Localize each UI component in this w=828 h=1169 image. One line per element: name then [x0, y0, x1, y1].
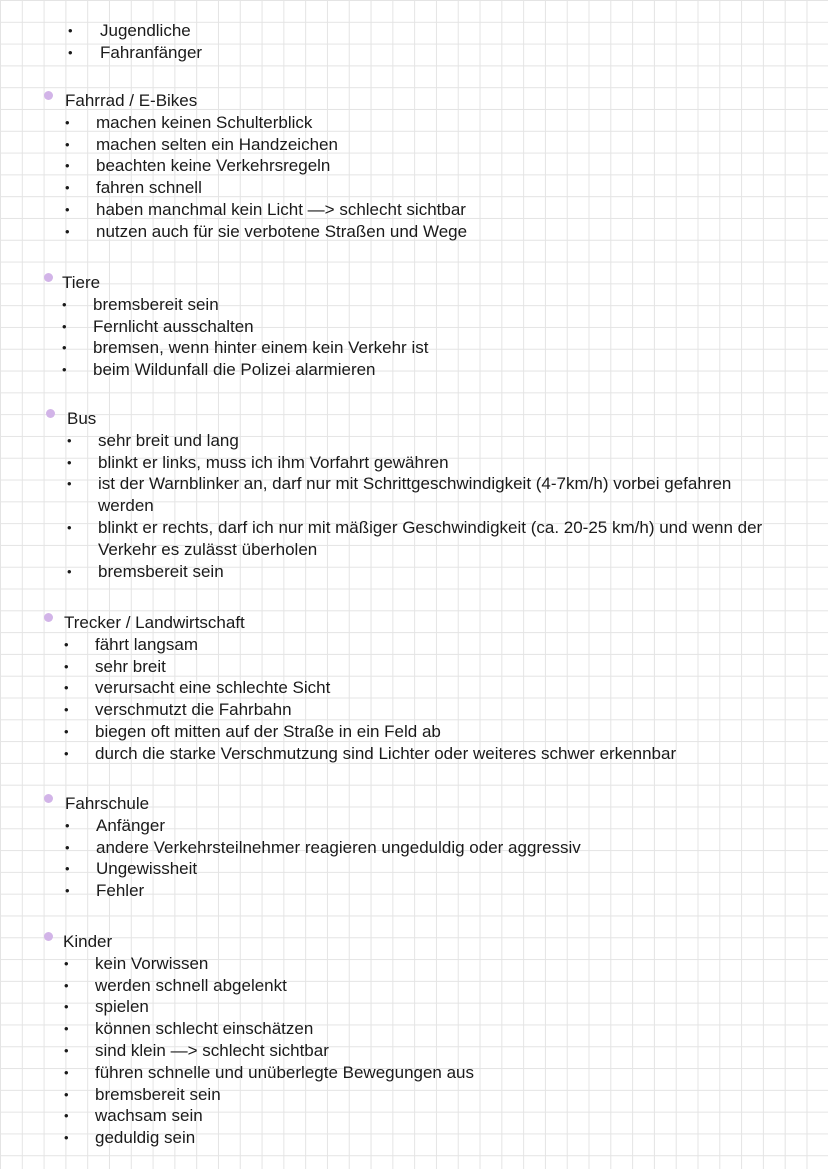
item-list — [0, 953, 828, 1149]
item-text: ist der Warnblinker an, darf nur mit Schrittgeschwindigkeit (4-7km/h) vorbei gefahren werden — [98, 474, 732, 516]
list-item — [0, 1018, 828, 1040]
list-item — [0, 430, 822, 452]
heading-text: Bus — [67, 409, 97, 428]
list-item — [0, 221, 828, 243]
bullet-icon: • — [68, 23, 73, 38]
item-text: geduldig sein — [95, 1128, 196, 1148]
bullet-icon: • — [64, 955, 69, 971]
list-item — [0, 721, 828, 743]
list-item — [0, 1040, 828, 1062]
list-item — [0, 337, 828, 359]
item-list — [0, 815, 828, 902]
item-text: wachsam sein — [95, 1106, 203, 1126]
section-kinder — [0, 931, 828, 1149]
bullet-icon: • — [65, 136, 70, 152]
bullet-icon: • — [62, 362, 67, 378]
bullet-icon: • — [64, 636, 69, 652]
list-item — [0, 858, 828, 880]
item-text: haben manchmal kein Licht —> schlecht sichtbar — [96, 199, 466, 219]
item-text: beim Wildunfall die Polizei alarmieren — [93, 360, 376, 380]
item-text: kein Vorwissen — [95, 953, 209, 973]
list-item — [0, 359, 828, 381]
list-item — [0, 1084, 828, 1106]
bullet-icon: • — [62, 318, 67, 334]
item-text: sehr breit und lang — [98, 430, 239, 450]
bullet-icon: • — [64, 702, 69, 718]
item-text: Ungewissheit — [96, 859, 198, 879]
heading-text: Fahrrad / E-Bikes — [65, 91, 198, 110]
item-text: durch die starke Verschmutzung sind Lichter oder weiteres schwer erkennbar — [95, 743, 677, 763]
heading-text: Tiere — [62, 273, 101, 292]
list-item — [0, 634, 828, 656]
list-item — [0, 1105, 828, 1127]
list-item — [0, 294, 828, 316]
item-text: sind klein —> schlecht sichtbar — [95, 1040, 329, 1060]
item-text: bremsbereit sein — [95, 1084, 221, 1104]
bullet-icon: • — [64, 977, 69, 993]
list-item — [0, 473, 822, 517]
list-item — [0, 452, 822, 474]
heading-text: Trecker / Landwirtschaft — [64, 613, 245, 632]
item-text: können schlecht einschätzen — [95, 1019, 314, 1039]
item-text: bremsen, wenn hinter einem kein Verkehr ist — [93, 338, 429, 358]
bullet-icon: • — [67, 454, 72, 470]
section-fahrschule — [0, 793, 828, 902]
bullet-icon: • — [64, 658, 69, 674]
section-heading — [0, 793, 828, 815]
list-item — [0, 1127, 828, 1149]
item-text: beachten keine Verkehrsregeln — [96, 156, 331, 176]
bullet-icon: • — [67, 563, 72, 579]
item-text: werden schnell abgelenkt — [95, 975, 287, 995]
list-item — [0, 699, 828, 721]
section-trecker — [0, 612, 828, 765]
list-item — [0, 20, 828, 42]
section-heading — [0, 931, 828, 953]
list-item — [0, 316, 828, 338]
list-item — [0, 177, 828, 199]
bullet-icon: • — [67, 476, 72, 492]
section-bus — [0, 408, 828, 582]
list-item — [0, 953, 828, 975]
list-item — [0, 880, 828, 902]
bullet-icon: • — [65, 839, 70, 855]
bullet-icon: • — [65, 201, 70, 217]
item-text: Anfänger — [96, 815, 165, 835]
bullet-icon: • — [65, 114, 70, 130]
bullet-icon: • — [65, 158, 70, 174]
item-text: bremsbereit sein — [93, 294, 219, 314]
list-item — [0, 42, 828, 64]
purple-dot-icon — [44, 273, 53, 282]
item-text: fährt langsam — [95, 634, 198, 654]
item-text: verursacht eine schlechte Sicht — [95, 678, 331, 698]
list-item — [0, 112, 828, 134]
list-item — [0, 677, 828, 699]
item-text: andere Verkehrsteilnehmer reagieren ungeduldig oder aggressiv — [96, 837, 581, 857]
bullet-icon: • — [65, 817, 70, 833]
bullet-icon: • — [62, 340, 67, 356]
bullet-icon: • — [64, 1108, 69, 1124]
bullet-icon: • — [64, 680, 69, 696]
item-text: machen selten ein Handzeichen — [96, 134, 338, 154]
list-item — [0, 134, 828, 156]
list-item — [0, 517, 822, 561]
item-text: Jugendliche — [100, 21, 191, 40]
purple-dot-icon — [44, 91, 53, 100]
list-item — [0, 975, 828, 997]
item-text: spielen — [95, 997, 149, 1017]
item-list — [0, 634, 828, 765]
item-text: biegen oft mitten auf der Straße in ein Feld ab — [95, 721, 441, 741]
bullet-icon: • — [64, 1021, 69, 1037]
bullet-icon: • — [64, 745, 69, 761]
purple-dot-icon — [46, 409, 55, 418]
item-text: blinkt er links, muss ich ihm Vorfahrt gewähren — [98, 452, 449, 472]
section-continuation — [0, 20, 828, 64]
item-text: Fahranfänger — [100, 42, 203, 62]
bullet-icon: • — [62, 296, 67, 312]
list-item — [0, 996, 828, 1018]
section-fahrrad — [0, 90, 828, 243]
bullet-icon: • — [64, 1086, 69, 1102]
heading-text: Kinder — [63, 932, 113, 951]
bullet-icon: • — [65, 883, 70, 899]
list-item — [0, 656, 828, 678]
bullet-icon: • — [67, 519, 72, 535]
item-text: nutzen auch für sie verbotene Straßen und Wege — [96, 221, 468, 241]
item-text: fahren schnell — [96, 178, 202, 198]
purple-dot-icon — [44, 794, 53, 803]
bullet-icon: • — [68, 44, 73, 60]
item-list — [0, 294, 828, 381]
item-list — [0, 112, 828, 243]
section-heading — [0, 272, 828, 294]
bullet-icon: • — [65, 223, 70, 239]
item-text: machen keinen Schulterblick — [96, 112, 313, 132]
item-text: sehr breit — [95, 656, 166, 676]
item-list — [0, 20, 828, 64]
section-heading — [0, 408, 828, 430]
list-item — [0, 199, 828, 221]
section-tiere — [0, 272, 828, 381]
bullet-icon: • — [64, 1064, 69, 1080]
list-item — [0, 743, 828, 765]
item-text: Fernlicht ausschalten — [93, 316, 254, 336]
list-item — [0, 837, 828, 859]
item-text: führen schnelle und unüberlegte Bewegungen aus — [95, 1062, 475, 1082]
bullet-icon: • — [65, 861, 70, 877]
item-text: verschmutzt die Fahrbahn — [95, 700, 292, 720]
heading-text: Fahrschule — [65, 794, 150, 813]
list-item — [0, 155, 828, 177]
bullet-icon: • — [64, 1130, 69, 1146]
bullet-icon: • — [65, 180, 70, 196]
bullet-icon: • — [67, 432, 72, 448]
list-item — [0, 815, 828, 837]
item-list — [0, 430, 822, 583]
bullet-icon: • — [64, 999, 69, 1015]
section-heading — [0, 612, 828, 634]
list-item — [0, 561, 822, 583]
item-text: Fehler — [96, 881, 145, 901]
item-text: bremsbereit sein — [98, 561, 224, 581]
bullet-icon: • — [64, 1042, 69, 1058]
bullet-icon: • — [64, 723, 69, 739]
item-text: blinkt er rechts, darf ich nur mit mäßiger Geschwindigkeit (ca. 20-25 km/h) und wenn der Verkehr es zulässt überholen — [98, 517, 763, 559]
list-item — [0, 1062, 828, 1084]
purple-dot-icon — [44, 932, 53, 941]
section-heading — [0, 90, 828, 112]
purple-dot-icon — [44, 613, 53, 622]
